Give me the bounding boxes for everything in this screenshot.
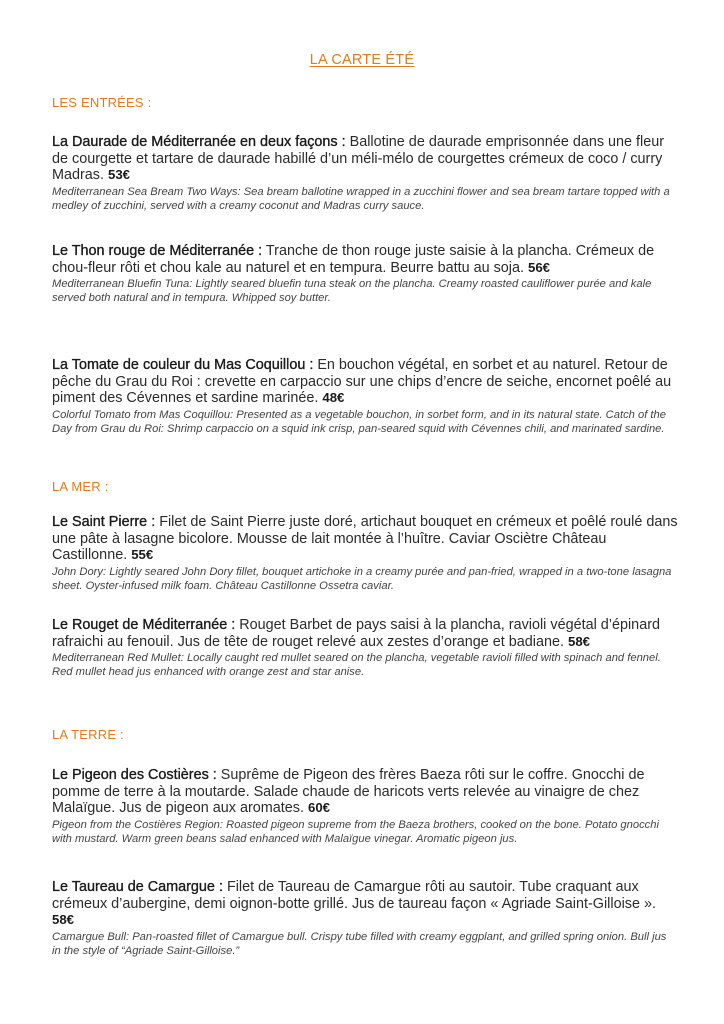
dish-name: Le Rouget de Méditerranée : bbox=[52, 617, 236, 633]
dish-name: La Tomate de couleur du Mas Coquillou : bbox=[52, 357, 314, 373]
dish-pigeon bbox=[52, 767, 678, 846]
dish-french-text bbox=[52, 617, 678, 650]
dish-description: En bouchon végétal, en sorbet et au naturel. Retour de pêche du Grau du Roi : crevette en carpaccio sur une chips d’encre de seiche, encornet poêlé au piment des Cévennes et sardine marinée. bbox=[52, 357, 672, 406]
dish-price: 58€ bbox=[568, 633, 591, 649]
dish-french-text bbox=[52, 243, 678, 276]
dish-french-text bbox=[52, 514, 678, 564]
section-heading-mer: LA MER : bbox=[52, 479, 109, 494]
dish-english-translation: John Dory: Lightly seared John Dory fillet, bouquet artichoke in a creamy purée and pan-fried, wrapped in a two-tone lasagna sheet. Oyster-infused milk foam. Château Castillonne Ossetra caviar. bbox=[52, 565, 672, 592]
dish-taureau bbox=[52, 879, 678, 958]
dish-description: Filet de Taureau de Camargue rôti au sautoir. Tube craquant aux crémeux d’aubergine, demi oignon-botte grillé. Jus de taureau façon « Agriade Saint-Gilloise ». bbox=[52, 879, 656, 912]
dish-price: 55€ bbox=[131, 547, 154, 562]
dish-french-text bbox=[52, 134, 678, 184]
dish-description: Filet de Saint Pierre juste doré, artichaut bouquet en crémeux et poêlé roulé dans une pâte à lasagne bicolore. Mousse de lait montée à l’huître. Caviar Osciètre Château Castillonne. bbox=[52, 514, 678, 563]
dish-price: 58€ bbox=[52, 912, 75, 927]
dish-rouget bbox=[52, 617, 678, 680]
dish-daurade bbox=[52, 134, 678, 213]
dish-name: Le Pigeon des Costières : bbox=[52, 767, 217, 783]
dish-english-translation: Pigeon from the Costières Region: Roasted pigeon supreme from the Baeza brothers, cooked on the bone. Potato gnocchi with mustard. Warm green beans salad enhanced with Malaïgue vinegar. Aromatic pigeon jus. bbox=[52, 818, 659, 845]
dish-english-translation: Mediterranean Sea Bream Two Ways: Sea bream ballotine wrapped in a zucchini flower and sea bream tartare topped with a medley of zucchini, served with a creamy coconut and Madras curry sauce. bbox=[52, 185, 670, 212]
dish-english-translation: Colorful Tomato from Mas Coquillou: Presented as a vegetable bouchon, in sorbet form, and in its natural state. Catch of the Day from Grau du Roi: Shrimp carpaccio on a squid ink crisp, pan-seared squid with Cévennes chili, and marinated sardine. bbox=[52, 408, 666, 435]
dish-price: 56€ bbox=[527, 259, 550, 275]
dish-thon-rouge bbox=[52, 243, 678, 306]
dish-french-text bbox=[52, 879, 678, 929]
dish-description: Suprême de Pigeon des frères Baeza rôti sur le coffre. Gnocchi de pomme de terre à la moutarde. Salade chaude de haricots verts relevée au vinaigre de chez Malaïgue. Jus de pigeon aux aromates. bbox=[52, 767, 645, 816]
dish-tomate bbox=[52, 357, 678, 436]
dish-french-text bbox=[52, 357, 678, 407]
dish-english-translation: Mediterranean Bluefin Tuna: Lightly seared bluefin tuna steak on the plancha. Creamy roasted cauliflower purée and kale served both natural and in tempura. Whipped soy butter. bbox=[52, 278, 652, 305]
dish-description: Ballotine de daurade emprisonnée dans une fleur de courgette et tartare de daurade habillé d’un méli-mélo de courgettes crémeux de coco / curry Madras. bbox=[52, 134, 665, 183]
dish-french-text bbox=[52, 767, 678, 817]
dish-price: 48€ bbox=[322, 390, 345, 405]
section-heading-terre: LA TERRE : bbox=[52, 727, 124, 742]
menu-title: LA CARTE ÉTÉ bbox=[309, 52, 415, 68]
dish-price: 53€ bbox=[107, 167, 130, 182]
dish-name: Le Thon rouge de Méditerranée : bbox=[52, 243, 263, 259]
dish-name: Le Saint Pierre : bbox=[52, 514, 156, 530]
dish-description: Tranche de thon rouge juste saisie à la plancha. Crémeux de chou-fleur rôti et chou kale au naturel et en tempura. Beurre battu au soja. bbox=[52, 243, 655, 276]
dish-english-translation: Mediterranean Red Mullet: Locally caught red mullet seared on the plancha, vegetable ravioli filled with spinach and fennel. Red mullet head jus enhanced with orange zest and star anise. bbox=[52, 652, 661, 679]
dish-english-translation: Camargue Bull: Pan-roasted fillet of Camargue bull. Crispy tube filled with creamy eggplant, and grilled spring onion. Bull jus in the style of “Agriade Saint-Gilloise.” bbox=[52, 930, 667, 957]
section-heading-entrees: LES ENTRÉES : bbox=[52, 95, 152, 110]
dish-name: La Daurade de Méditerranée en deux façons : bbox=[52, 134, 346, 150]
dish-price: 60€ bbox=[308, 800, 331, 815]
dish-saint-pierre bbox=[52, 514, 678, 593]
dish-name: Le Taureau de Camargue : bbox=[52, 879, 223, 895]
dish-description: Rouget Barbet de pays saisi à la plancha, ravioli végétal d’épinard rafraichi au fenouil. Jus de tête de rouget relevé aux zestes d’orange et badiane. bbox=[52, 617, 660, 650]
